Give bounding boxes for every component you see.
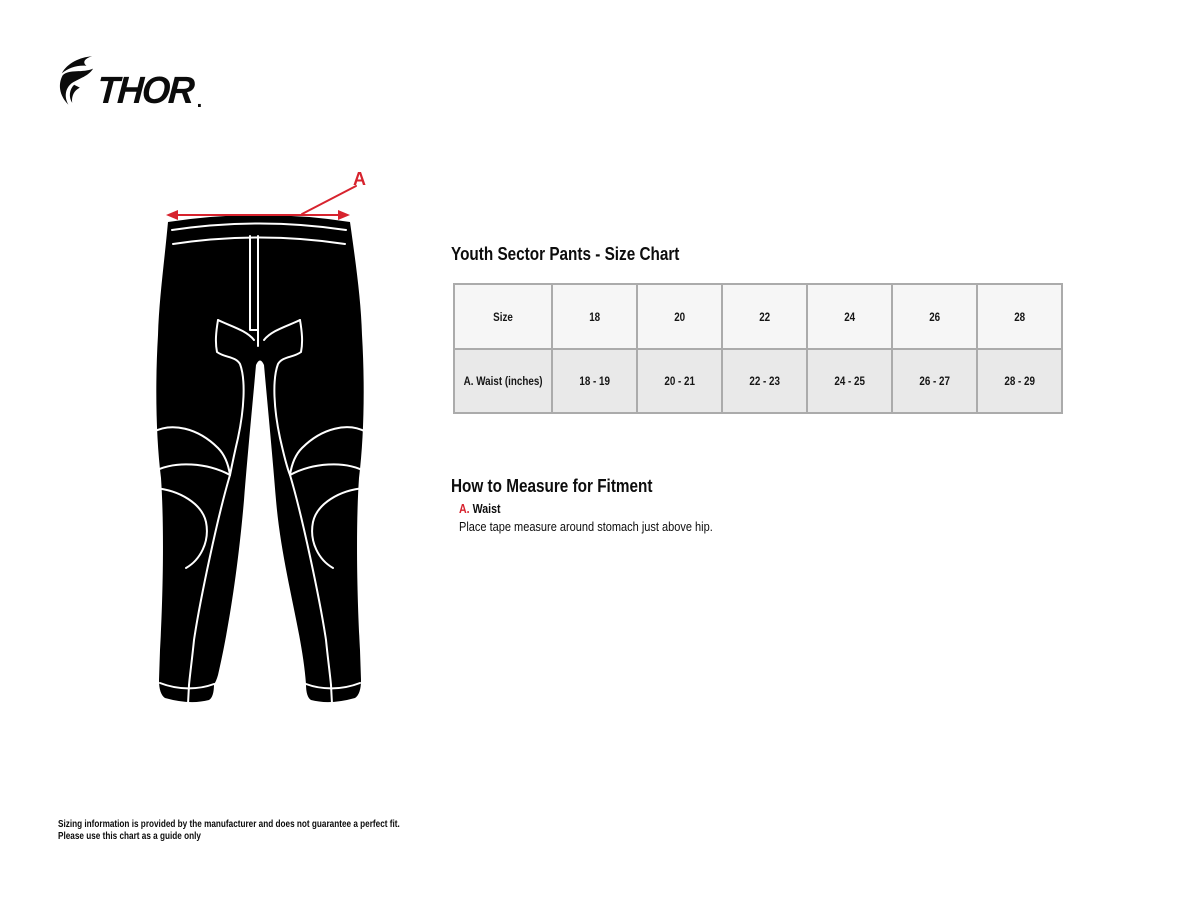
disclaimer-line-2: Please use this chart as a guide only bbox=[58, 830, 201, 842]
waist-value-cell: 20 - 21 bbox=[637, 349, 722, 413]
how-to-measure-title: How to Measure for Fitment bbox=[451, 476, 653, 496]
waist-value-cell: 24 - 25 bbox=[807, 349, 892, 413]
thor-logo-trademark: . bbox=[196, 90, 203, 112]
waist-value-cell: 28 - 29 bbox=[977, 349, 1062, 413]
waist-value-cell: 18 - 19 bbox=[552, 349, 637, 413]
size-column-cell: 24 bbox=[807, 284, 892, 349]
sizing-disclaimer bbox=[58, 818, 496, 842]
waist-row-label: A. Waist (inches) bbox=[454, 349, 552, 413]
waist-measure-arrow bbox=[166, 186, 356, 220]
thor-logo-text: THOR bbox=[95, 69, 195, 112]
pants-silhouette bbox=[156, 215, 363, 702]
thor-helmet-icon bbox=[57, 55, 95, 107]
disclaimer-line-1: Sizing information is provided by the manufacturer and does not guarantee a perfect fit. bbox=[58, 818, 400, 830]
measure-item-waist bbox=[459, 502, 508, 516]
size-header-cell: Size bbox=[454, 284, 552, 349]
size-column-cell: 18 bbox=[552, 284, 637, 349]
size-column-cell: 28 bbox=[977, 284, 1062, 349]
waist-row bbox=[454, 349, 1062, 413]
size-column-cell: 20 bbox=[637, 284, 722, 349]
pants-illustration bbox=[150, 170, 390, 715]
size-column-cell: 26 bbox=[892, 284, 977, 349]
measure-key-a: A. bbox=[459, 502, 470, 516]
waist-value-cell: 22 - 23 bbox=[722, 349, 807, 413]
measure-name-waist: Waist bbox=[472, 502, 501, 516]
size-chart-header-row bbox=[454, 284, 1062, 349]
size-chart-table bbox=[453, 283, 1063, 414]
thor-logo bbox=[57, 53, 203, 112]
pants-measurement-diagram bbox=[150, 170, 390, 715]
size-chart-title: Youth Sector Pants - Size Chart bbox=[451, 244, 680, 264]
measure-point-a-label: A bbox=[353, 169, 366, 189]
size-column-cell: 22 bbox=[722, 284, 807, 349]
waist-value-cell: 26 - 27 bbox=[892, 349, 977, 413]
measure-instruction-waist: Place tape measure around stomach just above hip. bbox=[459, 520, 713, 534]
